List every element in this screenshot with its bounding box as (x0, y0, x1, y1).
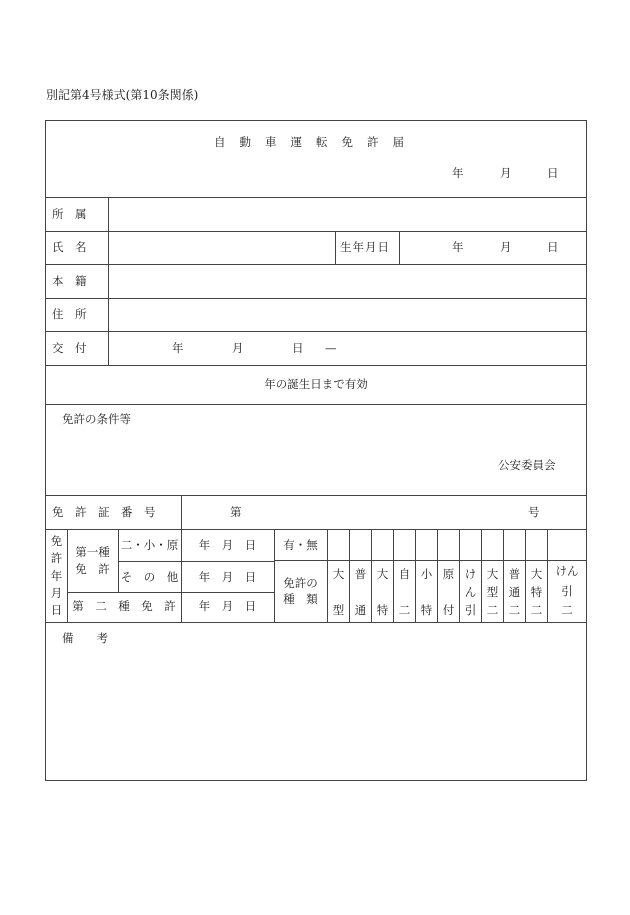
issued-dash: — (325, 341, 337, 355)
birth-year-label: 年 (452, 240, 464, 254)
license-date-side-label (46, 533, 67, 618)
issued-label: 交 付 (52, 341, 87, 355)
license-type-char: 二 (530, 603, 543, 617)
license-type-char: 特 (420, 603, 433, 617)
cell-divider (399, 231, 400, 265)
license-type-char: 大 (486, 567, 499, 581)
license-type-char: 大 (530, 567, 543, 581)
license-type-char: けん (555, 564, 579, 578)
license-type-char: 引 (561, 583, 573, 598)
license-number-dai: 第 (230, 505, 242, 519)
license-type-daitoku (372, 566, 393, 618)
side-label-char: 月 (50, 585, 63, 600)
license-type-char: 二 (486, 603, 499, 617)
license-type-futsuu-ni (504, 566, 525, 618)
row-line (45, 365, 587, 366)
license-type-char: 大 (332, 567, 345, 581)
license-type-char: 通 (508, 585, 521, 599)
row-line (45, 298, 587, 299)
address-label: 住 所 (52, 307, 87, 321)
ymd-small: 年 月 日 (198, 538, 257, 552)
row-line (45, 495, 587, 496)
license-type-char: 普 (354, 567, 367, 581)
cell-divider (181, 495, 182, 530)
license-type-daitoku-ni (526, 566, 547, 618)
license-type-char: 自 (398, 567, 411, 581)
conditions-label: 免許の条件等 (62, 412, 131, 426)
license-type-kenin-ni (548, 563, 586, 618)
side-label-char: 日 (50, 603, 63, 617)
side-label-char: 許 (50, 551, 63, 566)
license-type-char: 二 (561, 603, 573, 617)
row-line (45, 197, 587, 198)
license-type-char: 特 (376, 603, 389, 617)
license-type-futsuu (350, 566, 371, 618)
date-month-label: 月 (500, 166, 512, 180)
row-line (274, 560, 586, 561)
license-type-char: 付 (442, 603, 455, 617)
license-type-char: 型 (486, 585, 499, 599)
side-label-char: 免 (50, 534, 63, 548)
small-vehicle-label: 二・小・原 (120, 538, 179, 552)
issued-year-label: 年 (172, 341, 184, 355)
issued-month-label: 月 (232, 341, 244, 355)
license-type-gentsuki (438, 566, 459, 618)
affiliation-label: 所 属 (52, 207, 87, 221)
license-number-label: 免 許 証 番 号 (52, 505, 156, 519)
license-type-char: ん (464, 585, 477, 599)
birth-month-label: 月 (500, 240, 512, 254)
border (45, 120, 587, 121)
border (45, 780, 587, 781)
border (586, 120, 587, 781)
license-type-oogata-ni (482, 566, 503, 618)
license-type-char: 小 (420, 567, 433, 581)
valid-until-text: 年の誕生日まで有効 (264, 377, 368, 391)
border (45, 120, 46, 781)
side-label-char: 年 (50, 568, 63, 583)
cell-divider (335, 231, 336, 265)
ymd-second: 年 月 日 (198, 599, 257, 613)
license-type-char: 二 (508, 603, 521, 617)
license-type-char: 通 (354, 603, 367, 617)
license-type-char: 型 (332, 603, 345, 617)
form-header: 別記第4号様式(第10条関係) (46, 88, 199, 102)
license-type-char: 原 (442, 567, 455, 581)
commission-label: 公安委員会 (498, 458, 556, 472)
issued-day-label: 日 (292, 341, 304, 355)
name-label: 氏 名 (52, 240, 87, 254)
row-line (45, 404, 587, 405)
other-label: そ の 他 (120, 570, 179, 584)
license-type-kotoku (416, 566, 437, 618)
ari-nashi-label: 有・無 (283, 538, 318, 552)
row-line (45, 264, 587, 265)
form-title: 自動車運転免許届 (214, 135, 418, 149)
date-year-label: 年 (452, 166, 464, 180)
license-types-label: 免許の (283, 576, 318, 590)
ymd-other: 年 月 日 (198, 570, 257, 584)
row-line (45, 331, 587, 332)
license-type-char: 特 (530, 585, 543, 599)
license-type-oogata (328, 566, 349, 618)
birthdate-label: 生年月日 (340, 240, 390, 254)
row-line (118, 561, 275, 562)
remarks-label: 備 考 (62, 631, 108, 645)
label-divider (108, 197, 109, 365)
license-type-char: 大 (376, 567, 389, 581)
license-type-char: け (464, 567, 477, 581)
license-type-kenin (460, 566, 481, 618)
license-type-char: 二 (398, 603, 411, 617)
row-line (45, 529, 587, 530)
honseki-label: 本 籍 (52, 274, 87, 288)
birth-day-label: 日 (547, 240, 559, 254)
license-types-label-2: 種 類 (283, 592, 318, 606)
license-number-go: 号 (528, 505, 540, 519)
date-day-label: 日 (547, 166, 559, 180)
license-type-char: 普 (508, 567, 521, 581)
second-class-label: 第 二 種 免 許 (72, 599, 176, 613)
row-line (67, 592, 275, 593)
row-line (45, 622, 587, 623)
license-type-char: 引 (464, 603, 477, 617)
license-type-jini (394, 566, 415, 618)
first-class-label: 第一種 (75, 545, 110, 559)
row-line (45, 231, 587, 232)
first-class-label-2: 免 許 (75, 562, 110, 576)
